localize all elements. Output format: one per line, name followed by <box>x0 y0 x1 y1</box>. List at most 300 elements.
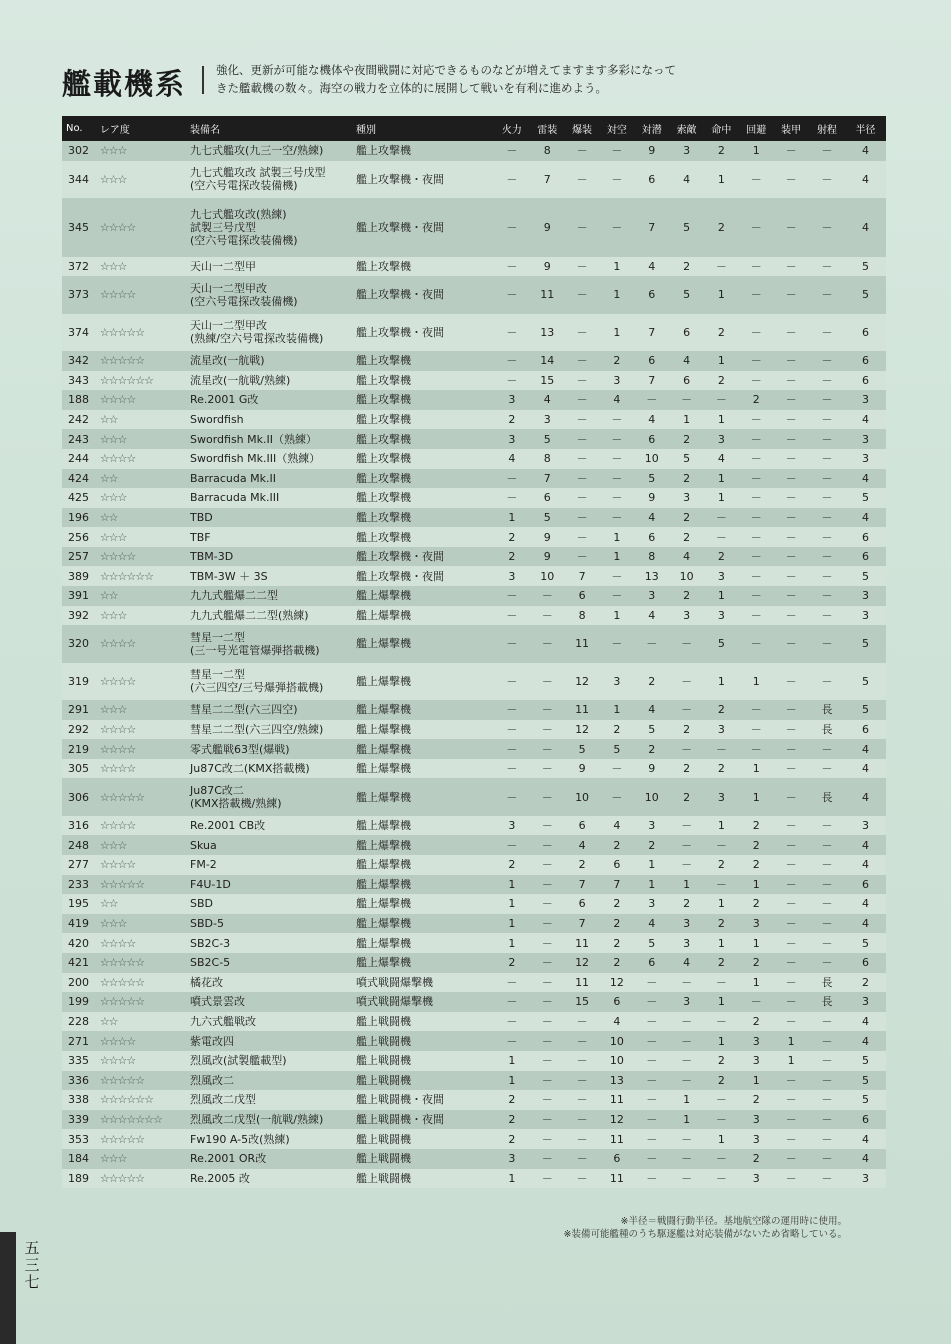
cell-los: － <box>681 742 693 756</box>
cell-firepower: － <box>506 674 518 688</box>
cell-range: － <box>821 742 833 756</box>
cell-firepower: 1 <box>508 1054 516 1068</box>
cell-name: 烈風改二戊型 <box>190 1093 256 1107</box>
cell-radius: 6 <box>861 1113 869 1127</box>
cell-evasion: 2 <box>752 897 760 911</box>
cell-antiair: 10 <box>609 1054 624 1068</box>
cell-range: － <box>821 1034 833 1048</box>
table-row <box>62 816 886 836</box>
cell-no: 419 <box>68 917 89 931</box>
cell-bombing: 15 <box>575 995 590 1009</box>
cell-radius: 6 <box>861 956 869 970</box>
cell-bombing: － <box>576 1054 588 1068</box>
cell-firepower: － <box>506 354 518 368</box>
cell-radius: 4 <box>861 511 869 524</box>
cell-range: － <box>821 589 833 603</box>
cell-armor: － <box>785 703 797 717</box>
cell-los: 1 <box>683 413 691 427</box>
cell-type: 艦上戦闘機・夜間 <box>356 1113 445 1127</box>
footnote: ※半径＝戦闘行動半径。基地航空隊の運用時に使用。 <box>620 1216 847 1227</box>
cell-range: － <box>821 144 833 158</box>
cell-range: － <box>821 762 833 776</box>
cell-torpedo: － <box>541 608 553 622</box>
cell-type: 噴式戦闘爆撃機 <box>356 975 434 989</box>
table-row <box>62 488 886 508</box>
cell-radius: 4 <box>861 471 869 485</box>
cell-accuracy: 1 <box>717 897 725 911</box>
cell-evasion: 2 <box>752 1015 760 1029</box>
cell-asw: 6 <box>648 432 656 446</box>
cell-name: SB2C-5 <box>190 956 231 970</box>
cell-no: 391 <box>68 589 89 603</box>
cell-type: 艦上攻撃機 <box>356 144 412 158</box>
cell-type: 艦上爆撃機 <box>356 838 412 852</box>
cell-torpedo: 7 <box>543 172 551 186</box>
cell-evasion: － <box>750 742 762 756</box>
cell-rarity: ☆☆☆ <box>99 530 127 544</box>
cell-name: SBD-5 <box>190 917 224 931</box>
cell-accuracy: 2 <box>717 550 725 564</box>
table-row <box>62 720 886 740</box>
cell-bombing: － <box>576 172 588 186</box>
cell-accuracy: － <box>715 1171 727 1185</box>
table-row <box>62 257 886 277</box>
cell-radius: 4 <box>861 1015 869 1029</box>
cell-firepower: － <box>506 790 518 804</box>
cell-evasion: － <box>750 589 762 603</box>
table-row <box>62 1071 886 1091</box>
cell-evasion: 3 <box>752 917 760 931</box>
table-row <box>62 933 886 953</box>
cell-bombing: － <box>576 530 588 544</box>
cell-radius: 4 <box>861 144 869 158</box>
cell-los: － <box>681 1015 693 1029</box>
cell-accuracy: 1 <box>717 288 725 302</box>
cell-evasion: 2 <box>752 858 760 872</box>
cell-name: F4U-1D <box>190 877 231 891</box>
cell-armor: － <box>785 1171 797 1185</box>
cell-torpedo: 3 <box>543 413 551 427</box>
cell-firepower: － <box>506 762 518 776</box>
cell-antiair: － <box>611 144 623 158</box>
section-title: 艦載機系 <box>62 67 187 101</box>
cell-torpedo: 9 <box>543 259 551 273</box>
cell-type: 艦上戦闘機 <box>356 1054 412 1068</box>
cell-antiair: 11 <box>609 1093 624 1107</box>
cell-asw: － <box>646 637 658 651</box>
cell-radius: 5 <box>861 1073 869 1087</box>
cell-rarity: ☆☆☆☆☆☆ <box>99 373 153 387</box>
cell-type: 艦上攻撃機 <box>356 393 412 407</box>
table-row <box>62 1012 886 1032</box>
cell-radius: 5 <box>861 674 869 688</box>
table-row <box>62 875 886 895</box>
cell-los: 5 <box>683 220 691 234</box>
cell-bombing: － <box>576 1152 588 1166</box>
cell-no: 425 <box>68 491 89 505</box>
cell-asw: － <box>646 1171 658 1185</box>
cell-bombing: － <box>576 259 588 273</box>
col-header-bombing: 爆装 <box>572 125 593 136</box>
cell-type: 艦上爆撃機 <box>356 819 412 833</box>
cell-type: 艦上攻撃機 <box>356 511 412 524</box>
cell-firepower: 3 <box>508 393 516 407</box>
cell-radius: 4 <box>861 1132 869 1146</box>
cell-rarity: ☆☆☆☆☆ <box>99 1132 145 1146</box>
cell-firepower: － <box>506 722 518 736</box>
cell-bombing: － <box>576 432 588 446</box>
cell-antiair: 12 <box>609 1113 624 1127</box>
cell-asw: 6 <box>648 172 656 186</box>
cell-torpedo: － <box>541 790 553 804</box>
table-row <box>62 894 886 914</box>
cell-name: TBM-3D <box>190 550 234 564</box>
cell-los: － <box>681 819 693 833</box>
cell-accuracy: 4 <box>717 452 725 466</box>
cell-rarity: ☆☆☆ <box>99 917 127 931</box>
cell-evasion: － <box>750 172 762 186</box>
cell-torpedo: － <box>541 1171 553 1185</box>
cell-type: 艦上攻撃機・夜間 <box>356 569 445 583</box>
cell-los: 6 <box>683 373 691 387</box>
cell-rarity: ☆☆ <box>99 471 118 485</box>
cell-radius: 4 <box>861 1034 869 1048</box>
cell-torpedo: 8 <box>543 452 551 466</box>
cell-no: 319 <box>68 674 89 688</box>
cell-evasion: 2 <box>752 393 760 407</box>
cell-armor: － <box>785 1093 797 1107</box>
cell-bombing: 7 <box>578 877 586 891</box>
cell-antiair: 12 <box>609 975 624 989</box>
col-header-asw: 対潜 <box>641 125 662 136</box>
cell-asw: 10 <box>644 790 659 804</box>
cell-asw: － <box>646 1113 658 1127</box>
cell-torpedo: 6 <box>543 491 551 505</box>
cell-radius: 6 <box>861 722 869 736</box>
cell-evasion: － <box>750 511 762 524</box>
cell-evasion: 3 <box>752 1171 760 1185</box>
cell-antiair: 6 <box>613 995 621 1009</box>
cell-los: － <box>681 1171 693 1185</box>
col-header-firepower: 火力 <box>501 125 522 136</box>
cell-name: 天山一二型甲改 (空六号電探改装備機) <box>190 281 298 308</box>
cell-radius: 4 <box>861 1152 869 1166</box>
cell-armor: － <box>785 877 797 891</box>
cell-los: 5 <box>683 452 691 466</box>
cell-torpedo: 14 <box>540 354 555 368</box>
cell-torpedo: 15 <box>540 373 555 387</box>
cell-no: 188 <box>68 393 89 407</box>
cell-rarity: ☆☆☆☆ <box>99 393 136 407</box>
cell-accuracy: － <box>715 877 727 891</box>
cell-name: Re.2001 OR改 <box>190 1152 267 1166</box>
cell-accuracy: 3 <box>717 790 725 804</box>
cell-bombing: － <box>576 1073 588 1087</box>
cell-asw: 2 <box>648 838 656 852</box>
cell-armor: － <box>785 511 797 524</box>
cell-radius: 5 <box>861 1054 869 1068</box>
cell-firepower: － <box>506 975 518 989</box>
cell-type: 艦上攻撃機・夜間 <box>356 325 445 339</box>
cell-type: 艦上爆撃機 <box>356 674 412 688</box>
cell-bombing: 11 <box>575 703 590 717</box>
cell-los: － <box>681 393 693 407</box>
cell-accuracy: － <box>715 259 727 273</box>
cell-no: 196 <box>68 511 89 524</box>
cell-range: － <box>821 432 833 446</box>
cell-radius: 5 <box>861 637 869 651</box>
cell-antiair: － <box>611 491 623 505</box>
cell-armor: － <box>785 491 797 505</box>
cell-range: － <box>821 491 833 505</box>
cell-name: 烈風改(試製艦載型) <box>190 1054 287 1068</box>
cell-bombing: － <box>576 1093 588 1107</box>
cell-range: － <box>821 1152 833 1166</box>
cell-armor: － <box>785 144 797 158</box>
cell-accuracy: 3 <box>717 432 725 446</box>
cell-los: － <box>681 1034 693 1048</box>
cell-evasion: 1 <box>752 790 760 804</box>
cell-antiair: － <box>611 637 623 651</box>
cell-range: － <box>821 897 833 911</box>
cell-accuracy: － <box>715 1015 727 1029</box>
table-body <box>62 141 886 1188</box>
cell-los: － <box>681 1152 693 1166</box>
cell-los: 2 <box>683 511 691 524</box>
cell-los: － <box>681 1054 693 1068</box>
cell-torpedo: － <box>541 1093 553 1107</box>
cell-accuracy: － <box>715 530 727 544</box>
cell-range: 長 <box>821 703 833 717</box>
table-row <box>62 371 886 391</box>
cell-antiair: 6 <box>613 1152 621 1166</box>
cell-bombing: － <box>576 1171 588 1185</box>
cell-torpedo: 5 <box>543 511 551 524</box>
cell-range: － <box>821 259 833 273</box>
cell-los: － <box>681 1132 693 1146</box>
cell-radius: 4 <box>861 838 869 852</box>
cell-bombing: 6 <box>578 819 586 833</box>
cell-rarity: ☆☆☆☆ <box>99 637 136 651</box>
cell-radius: 4 <box>861 917 869 931</box>
cell-torpedo: － <box>541 956 553 970</box>
cell-evasion: － <box>750 471 762 485</box>
cell-rarity: ☆☆ <box>99 589 118 603</box>
cell-name: 橘花改 <box>190 975 223 989</box>
cell-no: 184 <box>68 1152 89 1166</box>
cell-los: － <box>681 858 693 872</box>
cell-torpedo: － <box>541 858 553 872</box>
cell-asw: 6 <box>648 354 656 368</box>
cell-bombing: 5 <box>578 742 586 756</box>
cell-name: 烈風改二 <box>190 1073 234 1087</box>
cell-torpedo: － <box>541 1073 553 1087</box>
cell-no: 320 <box>68 637 89 651</box>
cell-firepower: － <box>506 471 518 485</box>
cell-antiair: 1 <box>613 325 621 339</box>
cell-name: Barracuda Mk.II <box>190 471 276 485</box>
cell-name: TBF <box>190 530 211 544</box>
col-header-type: 種別 <box>356 125 377 136</box>
cell-radius: 4 <box>861 172 869 186</box>
cell-los: 2 <box>683 530 691 544</box>
cell-armor: － <box>785 1152 797 1166</box>
cell-torpedo: － <box>541 1015 553 1029</box>
cell-no: 344 <box>68 172 89 186</box>
cell-asw: 4 <box>648 259 656 273</box>
cell-no: 372 <box>68 259 89 273</box>
cell-firepower: － <box>506 838 518 852</box>
cell-accuracy: 1 <box>717 936 725 950</box>
cell-evasion: 3 <box>752 1132 760 1146</box>
cell-rarity: ☆☆☆☆ <box>99 452 136 466</box>
cell-no: 392 <box>68 608 89 622</box>
cell-torpedo: － <box>541 936 553 950</box>
cell-range: － <box>821 917 833 931</box>
cell-firepower: 3 <box>508 819 516 833</box>
cell-los: 2 <box>683 589 691 603</box>
cell-no: 200 <box>68 975 89 989</box>
cell-no: 420 <box>68 936 89 950</box>
cell-range: － <box>821 569 833 583</box>
cell-asw: 7 <box>648 373 656 387</box>
cell-firepower: － <box>506 172 518 186</box>
cell-rarity: ☆☆☆ <box>99 1152 127 1166</box>
cell-no: 421 <box>68 956 89 970</box>
cell-no: 199 <box>68 995 89 1009</box>
cell-rarity: ☆☆☆☆☆ <box>99 790 145 804</box>
cell-armor: － <box>785 220 797 234</box>
cell-type: 艦上爆撃機 <box>356 637 412 651</box>
cell-bombing: － <box>576 413 588 427</box>
cell-evasion: － <box>750 259 762 273</box>
cell-antiair: 10 <box>609 1034 624 1048</box>
table-row <box>62 1169 886 1189</box>
cell-firepower: 3 <box>508 1152 516 1166</box>
cell-rarity: ☆☆☆☆ <box>99 722 136 736</box>
cell-bombing: － <box>576 144 588 158</box>
cell-bombing: － <box>576 325 588 339</box>
cell-rarity: ☆☆☆ <box>99 172 127 186</box>
cell-armor: － <box>785 393 797 407</box>
cell-antiair: － <box>611 589 623 603</box>
cell-radius: 2 <box>861 975 869 989</box>
cell-torpedo: 7 <box>543 471 551 485</box>
cell-antiair: 7 <box>613 877 621 891</box>
cell-range: － <box>821 1113 833 1127</box>
col-header-name: 装備名 <box>190 125 220 136</box>
cell-asw: 5 <box>648 936 656 950</box>
cell-asw: 7 <box>648 325 656 339</box>
table-row <box>62 606 886 626</box>
cell-no: 389 <box>68 569 89 583</box>
cell-rarity: ☆☆☆☆ <box>99 220 136 234</box>
cell-radius: 6 <box>861 877 869 891</box>
cell-firepower: － <box>506 995 518 1009</box>
cell-radius: 6 <box>861 530 869 544</box>
cell-bombing: － <box>576 220 588 234</box>
cell-firepower: 3 <box>508 569 516 583</box>
cell-radius: 6 <box>861 373 869 387</box>
cell-name: 天山一二型甲 <box>190 259 256 273</box>
cell-los: － <box>681 637 693 651</box>
cell-antiair: 5 <box>613 742 621 756</box>
cell-torpedo: 4 <box>543 393 551 407</box>
table-row <box>62 759 886 779</box>
cell-asw: － <box>646 1054 658 1068</box>
cell-name: 九九式艦爆二二型 <box>190 589 278 603</box>
cell-name: 零式艦戦63型(爆戦) <box>190 742 290 756</box>
cell-antiair: 13 <box>609 1073 624 1087</box>
cell-armor: － <box>785 288 797 302</box>
cell-no: 335 <box>68 1054 89 1068</box>
cell-torpedo: － <box>541 703 553 717</box>
cell-torpedo: － <box>541 897 553 911</box>
cell-los: 2 <box>683 722 691 736</box>
cell-radius: 4 <box>861 790 869 804</box>
cell-accuracy: 2 <box>717 917 725 931</box>
cell-bombing: 10 <box>575 790 590 804</box>
cell-type: 艦上戦闘機 <box>356 1034 412 1048</box>
cell-evasion: － <box>750 722 762 736</box>
cell-los: － <box>681 703 693 717</box>
cell-firepower: － <box>506 1034 518 1048</box>
cell-no: 345 <box>68 220 89 234</box>
cell-range: － <box>821 637 833 651</box>
cell-los: 1 <box>683 877 691 891</box>
cell-armor: － <box>785 722 797 736</box>
cell-accuracy: 2 <box>717 1073 725 1087</box>
cell-armor: － <box>785 956 797 970</box>
cell-asw: 10 <box>644 452 659 466</box>
cell-name: Swordfish Mk.III（熟練） <box>190 452 321 466</box>
cell-firepower: － <box>506 742 518 756</box>
cell-rarity: ☆☆☆ <box>99 432 127 446</box>
cell-firepower: － <box>506 373 518 387</box>
cell-los: 2 <box>683 471 691 485</box>
cell-los: 2 <box>683 790 691 804</box>
cell-evasion: 2 <box>752 1152 760 1166</box>
cell-firepower: － <box>506 325 518 339</box>
cell-asw: 1 <box>648 858 656 872</box>
cell-asw: 5 <box>648 471 656 485</box>
cell-radius: 4 <box>861 897 869 911</box>
table-row <box>62 390 886 410</box>
cell-no: 257 <box>68 550 89 564</box>
cell-name: 九七式艦攻改 試製三号戊型 (空六号電探改装備機) <box>190 166 326 193</box>
cell-no: 306 <box>68 790 89 804</box>
cell-type: 艦上爆撃機 <box>356 790 412 804</box>
cell-asw: － <box>646 1034 658 1048</box>
cell-name: Re.2001 CB改 <box>190 819 266 833</box>
cell-antiair: － <box>611 172 623 186</box>
section-description <box>216 61 676 97</box>
cell-accuracy: － <box>715 1152 727 1166</box>
cell-name: 噴式景雲改 <box>190 995 245 1009</box>
cell-evasion: 1 <box>752 975 760 989</box>
cell-armor: － <box>785 637 797 651</box>
cell-los: 2 <box>683 259 691 273</box>
cell-type: 艦上爆撃機 <box>356 917 412 931</box>
cell-los: 1 <box>683 1113 691 1127</box>
cell-firepower: 1 <box>508 1073 516 1087</box>
cell-type: 艦上爆撃機 <box>356 608 412 622</box>
cell-type: 艦上戦闘機 <box>356 1171 412 1185</box>
cell-range: － <box>821 373 833 387</box>
cell-accuracy: 1 <box>717 995 725 1009</box>
cell-antiair: 2 <box>613 956 621 970</box>
table-row <box>62 508 886 528</box>
